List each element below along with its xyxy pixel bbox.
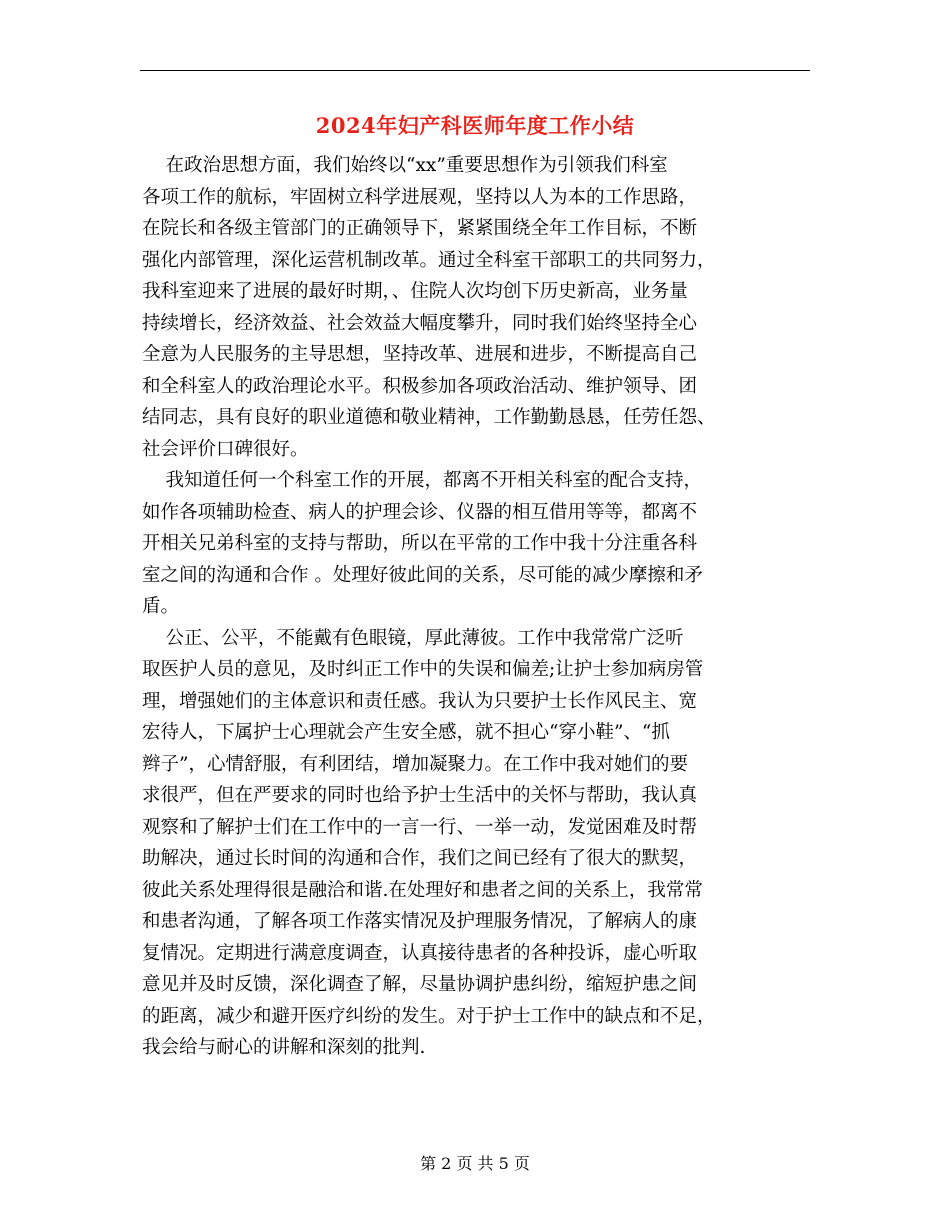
text-line: 和全科室人的政治理论水平。积极参加各项政治活动、维护领导、团 [142, 375, 698, 397]
document-title: 2024年妇产科医师年度工作小结 [315, 113, 635, 138]
text-line: 盾。 [142, 596, 180, 617]
text-line: 持续增长，经济效益、社会效益大幅度攀升，同时我们始终坚持全心 [142, 312, 698, 334]
text-line: 宏待人，下属护士心理就会产生安全感，就不担心“穿小鞋”、“抓 [142, 722, 670, 743]
text-line: 的距离，减少和避开医疗纠纷的发生。对于护士工作中的缺点和不足， [142, 1005, 716, 1027]
text-line: 取医护人员的意见，及时纠正工作中的失误和偏差;让护士参加病房管 [142, 659, 704, 680]
text-line: 开相关兄弟科室的支持与帮助，所以在平常的工作中我十分注重各科 [142, 533, 698, 554]
text-line: 如作各项辅助检查、病人的护理会诊、仪器的相互借用等等，都离不 [142, 501, 698, 523]
text-line: 在政治思想方面，我们始终以“xx”重要思想作为引领我们科室 [142, 155, 668, 176]
text-line: 彼此关系处理得很是融洽和谐.在处理好和患者之间的关系上，我常常 [142, 879, 703, 901]
paragraph-1 [142, 150, 814, 465]
text-line: 我科室迎来了进展的最好时期，、住院人次均创下历史新高，业务量 [142, 281, 688, 302]
text-line: 各项工作的航标，牢固树立科学进展观，坚持以人为本的工作思路， [142, 186, 698, 208]
text-line: 我会给与耐心的讲解和深刻的批判. [142, 1037, 426, 1058]
text-line: 求很严，但在严要求的同时也给予护士生活中的关怀与帮助，我认真 [142, 785, 698, 806]
text-line: 我知道任何一个科室工作的开展，都离不开相关科室的配合支持， [142, 470, 703, 491]
text-line: 社会评价口碑很好。 [142, 438, 309, 460]
text-line: 室之间的沟通和合作 。处理好彼此间的关系，尽可能的减少摩擦和矛 [142, 564, 703, 586]
text-line: 强化内部管理，深化运营机制改革。通过全科室干部职工的共同努力， [142, 249, 716, 271]
text-line: 助解决，通过长时间的沟通和合作，我们之间已经有了很大的默契， [142, 848, 698, 869]
header-rule [140, 70, 810, 71]
paragraph-2 [142, 465, 814, 623]
page-number: 第 2 页 共 5 页 [420, 1154, 530, 1173]
text-line: 复情况。定期进行满意度调查，认真接待患者的各种投诉，虚心听取 [142, 942, 698, 964]
text-line: 辫子”，心情舒服，有利团结，增加凝聚力。在工作中我对她们的要 [142, 753, 688, 775]
text-line: 观察和了解护士们在工作中的一言一行、一举一动，发觉困难及时帮 [142, 816, 698, 838]
text-line: 意见并及时反馈，深化调查了解，尽量协调护患纠纷，缩短护患之间 [142, 974, 698, 995]
text-line: 理，增强她们的主体意识和责任感。我认为只要护士长作风民主、宽 [142, 690, 698, 712]
text-line: 全意为人民服务的主导思想，坚持改革、进展和进步，不断提高自己 [142, 344, 698, 365]
text-line: 结同志，具有良好的职业道德和敬业精神，工作勤勤恳恳，任劳任怨、 [142, 407, 716, 428]
text-line: 公正、公平，不能戴有色眼镜，厚此薄彼。工作中我常常广泛听 [142, 627, 684, 649]
text-line: 和患者沟通，了解各项工作落实情况及护理服务情况，了解病人的康 [142, 911, 698, 932]
document-body [142, 150, 814, 1064]
paragraph-3 [142, 623, 814, 1064]
text-line: 在院长和各级主管部门的正确领导下，紧紧围绕全年工作目标，不断 [142, 218, 698, 239]
